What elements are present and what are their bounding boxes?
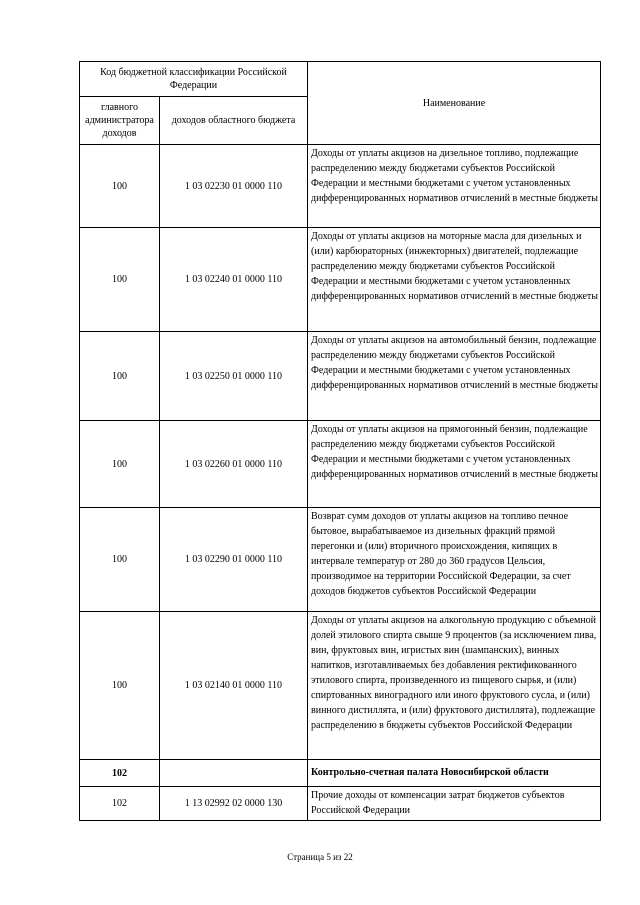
table-row xyxy=(80,145,601,228)
admin-code-cell: 100 xyxy=(80,508,160,612)
admin-code-cell: 100 xyxy=(80,228,160,332)
name-cell: Возврат сумм доходов от уплаты акцизов на топливо печное бытовое, вырабатываемое из дизельных фракций прямой перегонки и (или) вторичного происхождения, кипящих в интервале температур от 280 до 360 градусов Цельсия, производимое на территории Российской Федерации, за счет доходов бюджетов субъектов Российской Федерации xyxy=(308,508,601,612)
income-code-cell: 1 03 02140 01 0000 110 xyxy=(160,612,308,760)
name-cell: Доходы от уплаты акцизов на алкогольную продукцию с объемной долей этилового спирта свыше 9 процентов (за исключением пива, вин, фруктовых вин, игристых вин (шампанских), винных напитков, изготавливаемых без добавления ректификованного этилового спирта, произведенного из пищевого сырья, и (или) спиртованных виноградного или иного фруктового сусла, и (или) винного дистиллята, и (или) фруктового дистиллята), подлежащие распределению в бюджеты субъектов Российской Федерации xyxy=(308,612,601,760)
income-code-cell: 1 03 02260 01 0000 110 xyxy=(160,421,308,508)
header-admin: главного администратора доходов xyxy=(80,97,160,145)
income-code-cell: 1 03 02230 01 0000 110 xyxy=(160,145,308,228)
admin-code-cell: 100 xyxy=(80,145,160,228)
header-group-label: Код бюджетной классификации Российской Федерации xyxy=(80,62,308,97)
table-row xyxy=(80,332,601,421)
organization-name-cell: Контрольно-счетная палата Новосибирской области xyxy=(308,760,601,787)
admin-code-cell: 100 xyxy=(80,421,160,508)
table-header-row xyxy=(80,62,601,97)
page-number: Страница 5 из 22 xyxy=(287,852,353,862)
name-cell: Прочие доходы от компенсации затрат бюджетов субъектов Российской Федерации xyxy=(308,787,601,821)
name-cell: Доходы от уплаты акцизов на дизельное топливо, подлежащие распределению между бюджетами субъектов Российской Федерации и местными бюджетами с учетом установленных дифференцированных нормативов отчислений в местные бюджеты xyxy=(308,145,601,228)
budget-classification-table xyxy=(79,61,601,821)
name-cell: Доходы от уплаты акцизов на моторные масла для дизельных и (или) карбюраторных (инжекторных) двигателей, подлежащие распределению между бюджетами субъектов Российской Федерации и местными бюджетами с учетом установленных дифференцированных нормативов отчислений в местные бюджеты xyxy=(308,228,601,332)
admin-code-cell: 100 xyxy=(80,332,160,421)
name-cell: Доходы от уплаты акцизов на прямогонный бензин, подлежащие распределению между бюджетами субъектов Российской Федерации и местными бюджетами с учетом установленных дифференцированных нормативов отчислений в местные бюджеты xyxy=(308,421,601,508)
header-income: доходов областного бюджета xyxy=(160,97,308,145)
table-row-organization xyxy=(80,760,601,787)
table-row xyxy=(80,612,601,760)
income-code-cell xyxy=(160,760,308,787)
admin-code-cell: 102 xyxy=(80,760,160,787)
admin-code-cell: 100 xyxy=(80,612,160,760)
income-code-cell: 1 13 02992 02 0000 130 xyxy=(160,787,308,821)
income-code-cell: 1 03 02240 01 0000 110 xyxy=(160,228,308,332)
table-row xyxy=(80,508,601,612)
income-code-cell: 1 03 02250 01 0000 110 xyxy=(160,332,308,421)
table-row xyxy=(80,787,601,821)
table-row xyxy=(80,228,601,332)
name-cell: Доходы от уплаты акцизов на автомобильный бензин, подлежащие распределению между бюджетами субъектов Российской Федерации и местными бюджетами с учетом установленных дифференцированных нормативов отчислений в местные бюджеты xyxy=(308,332,601,421)
table-row xyxy=(80,421,601,508)
admin-code-cell: 102 xyxy=(80,787,160,821)
header-name: Наименование xyxy=(308,62,601,145)
income-code-cell: 1 03 02290 01 0000 110 xyxy=(160,508,308,612)
